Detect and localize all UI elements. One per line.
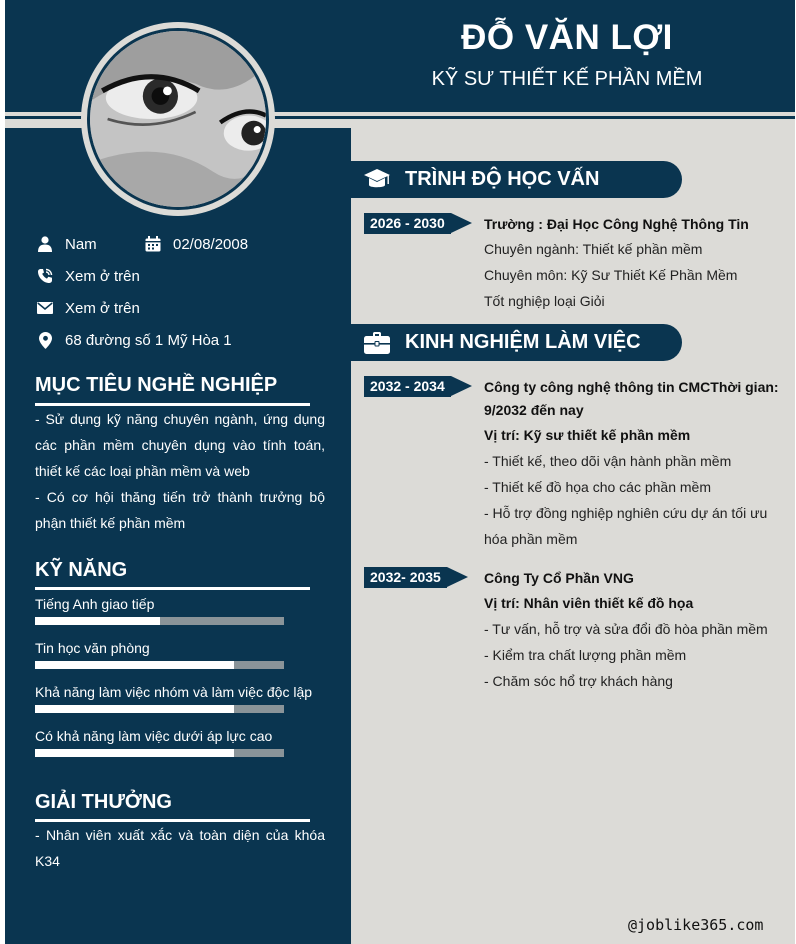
education-major: Chuyên ngành: Thiết kế phần mềm xyxy=(484,241,703,257)
skill-bar-fill xyxy=(35,749,234,757)
skill-bar xyxy=(35,617,284,625)
skill-bar xyxy=(35,749,284,757)
education-school: Trường : Đại Học Công Nghệ Thông Tin xyxy=(484,216,749,232)
job-duty: - Thiết kế đồ họa cho các phần mềm xyxy=(484,479,711,495)
gender-row xyxy=(35,234,97,254)
phone-icon xyxy=(35,266,55,286)
experience-banner xyxy=(351,324,682,361)
education-banner xyxy=(351,161,682,198)
skill-label: Có khả năng làm việc dưới áp lực cao xyxy=(35,728,273,744)
education-specialty: Chuyên môn: Kỹ Sư Thiết Kế Phần Mềm xyxy=(484,267,738,283)
job-period-tag xyxy=(364,567,468,588)
objective-title: MỤC TIÊU NGHỀ NGHIỆP xyxy=(35,374,278,396)
job-duty: - Chăm sóc hổ trợ khách hàng xyxy=(484,673,673,689)
user-icon xyxy=(35,234,55,254)
objective-line: - Có cơ hội thăng tiến trở thành trưởng bộ phận thiết kế phần mềm xyxy=(35,489,325,531)
envelope-icon xyxy=(35,298,55,318)
watermark: @joblike365.com xyxy=(628,916,764,934)
job-position: Vị trí: Nhân viên thiết kế đồ họa xyxy=(484,595,694,611)
job-company: Công ty công nghệ thông tin CMCThời gian: xyxy=(484,379,779,395)
objective-line: - Sử dụng kỹ năng chuyên ngành, ứng dụng các phần mềm chuyên dụng vào tính toán, thiết kế các loại phần mềm và web xyxy=(35,411,325,479)
job-company: Công Ty Cổ Phần VNG xyxy=(484,570,634,586)
awards-text: - Nhân viên xuất xắc và toàn diện của khóa K34 xyxy=(35,827,325,869)
gender-value: Nam xyxy=(65,235,97,253)
job-duty: - Kiểm tra chất lượng phần mềm xyxy=(484,647,687,663)
education-graduation: Tốt nghiệp loại Giỏi xyxy=(484,293,605,309)
birthday-value: 02/08/2008 xyxy=(173,235,249,253)
skill-bar-fill xyxy=(35,617,160,625)
objective-text xyxy=(35,406,325,536)
graduation-cap-icon xyxy=(363,166,391,194)
skill-label: Khả năng làm việc nhóm và làm việc độc lập xyxy=(35,684,313,700)
address-row xyxy=(35,330,232,350)
skills-rule xyxy=(35,587,310,590)
education-title: TRÌNH ĐỘ HỌC VẤN xyxy=(405,168,600,190)
education-period-tag xyxy=(364,213,472,234)
job-company-cont: 9/2032 đến nay xyxy=(484,402,584,418)
sidebar xyxy=(5,128,351,944)
skill-bar-fill xyxy=(35,705,234,713)
education-period: 2026 - 2030 xyxy=(364,213,451,234)
resume-page xyxy=(5,0,795,944)
skill-label: Tin học văn phòng xyxy=(35,640,150,656)
avatar xyxy=(81,22,275,216)
skill-bar-fill xyxy=(35,661,234,669)
experience-title: KINH NGHIỆM LÀM VIỆC xyxy=(405,331,641,353)
awards-title: GIẢI THƯỞNG xyxy=(35,791,172,813)
address-value: 68 đường số 1 Mỹ Hòa 1 xyxy=(65,331,232,349)
email-value: Xem ở trên xyxy=(65,299,140,317)
job-period: 2032 - 2034 xyxy=(364,376,451,397)
map-pin-icon xyxy=(35,330,55,350)
skill-bar xyxy=(35,705,284,713)
job-position: Vị trí: Kỹ sư thiết kế phần mềm xyxy=(484,427,691,443)
job-period-tag xyxy=(364,376,472,397)
skills-title: KỸ NĂNG xyxy=(35,559,128,581)
phone-row xyxy=(35,266,140,286)
candidate-name: ĐỖ VĂN LỢI xyxy=(461,18,673,57)
job-duty: hóa phần mềm xyxy=(484,531,578,547)
job-duty: - Hỗ trợ đồng nghiệp nghiên cứu dự án tối ưu xyxy=(484,505,768,521)
phone-value: Xem ở trên xyxy=(65,267,140,285)
job-duty: - Thiết kế, theo dõi vận hành phần mềm xyxy=(484,453,732,469)
job-title: KỸ SƯ THIẾT KẾ PHẦN MỀM xyxy=(431,68,703,90)
job-duty: - Tư vấn, hỗ trợ và sửa đổi đồ hòa phần mềm xyxy=(484,621,768,637)
job-period: 2032- 2035 xyxy=(364,567,447,588)
briefcase-icon xyxy=(363,329,391,357)
skill-bar xyxy=(35,661,284,669)
skill-label: Tiếng Anh giao tiếp xyxy=(35,596,155,612)
calendar-icon xyxy=(143,234,163,254)
profile-photo xyxy=(90,31,266,207)
birthday-row xyxy=(143,234,248,254)
email-row xyxy=(35,298,140,318)
